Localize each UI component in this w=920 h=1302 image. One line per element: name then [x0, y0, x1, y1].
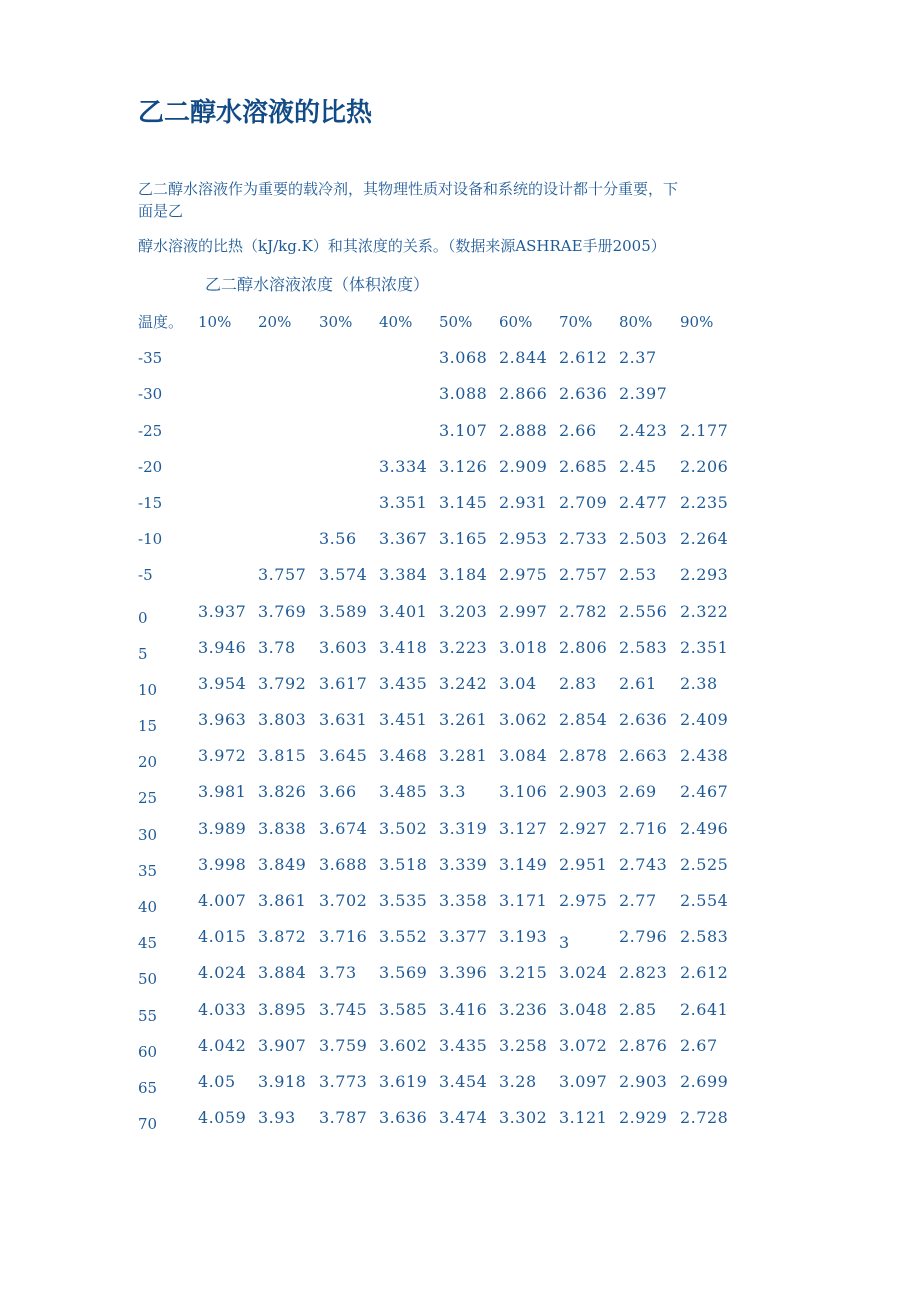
value-cell: 2.583 — [680, 927, 729, 947]
value-cell: 2.351 — [680, 637, 729, 657]
value-cell: 3.435 — [439, 1035, 488, 1055]
value-cell: 3 — [559, 933, 570, 953]
value-cell: 2.177 — [680, 420, 729, 440]
temperature-header: 温度。 — [138, 313, 184, 331]
column-header: 60% — [499, 313, 533, 331]
value-cell: 3.223 — [439, 637, 488, 657]
value-cell: 2.876 — [619, 1035, 668, 1055]
value-cell: 2.757 — [559, 565, 608, 585]
value-cell: 3.334 — [379, 456, 428, 476]
temperature-cell: -35 — [138, 349, 163, 368]
value-cell: 3.418 — [379, 637, 428, 657]
value-cell: 2.878 — [559, 746, 608, 766]
value-cell: 2.796 — [619, 927, 668, 947]
value-cell: 3.062 — [499, 710, 548, 730]
value-cell: 2.823 — [619, 963, 668, 983]
value-cell: 3.688 — [319, 854, 368, 874]
value-cell: 3.384 — [379, 565, 428, 585]
value-cell: 3.474 — [439, 1108, 488, 1128]
temperature-cell: -30 — [138, 385, 163, 404]
intro-line-2: 面是乙 — [138, 202, 184, 220]
value-cell: 3.773 — [319, 1071, 368, 1091]
value-cell: 2.844 — [499, 348, 548, 368]
value-cell: 3.93 — [258, 1108, 296, 1128]
value-cell: 3.972 — [198, 746, 247, 766]
temperature-cell: 50 — [138, 970, 158, 989]
value-cell: 2.975 — [499, 565, 548, 585]
value-cell: 3.585 — [379, 999, 428, 1019]
value-cell: 3.149 — [499, 854, 548, 874]
value-cell: 3.258 — [499, 1035, 548, 1055]
value-cell: 3.281 — [439, 746, 488, 766]
value-cell: 3.502 — [379, 818, 428, 838]
value-cell: 3.574 — [319, 565, 368, 585]
temperature-cell: 10 — [138, 680, 158, 699]
value-cell: 2.409 — [680, 710, 729, 730]
value-cell: 2.663 — [619, 746, 668, 766]
value-cell: 3.165 — [439, 529, 488, 549]
value-cell: 2.951 — [559, 854, 608, 874]
value-cell: 3.072 — [559, 1035, 608, 1055]
value-cell: 3.78 — [258, 637, 296, 657]
value-cell: 2.636 — [619, 710, 668, 730]
temperature-cell: -10 — [138, 530, 163, 549]
intro-line-1: 乙二醇水溶液作为重要的载冷剂，其物理性质对设备和系统的设计都十分重要，下 — [138, 180, 679, 198]
value-cell: 2.612 — [680, 963, 729, 983]
value-cell: 4.059 — [198, 1108, 247, 1128]
value-cell: 2.975 — [559, 891, 608, 910]
value-cell: 3.745 — [319, 999, 368, 1019]
value-cell: 3.048 — [559, 999, 608, 1019]
value-cell: 3.468 — [379, 746, 428, 766]
value-cell: 3.377 — [439, 927, 488, 947]
value-cell: 2.733 — [559, 529, 608, 549]
value-cell: 3.989 — [198, 818, 247, 838]
value-cell: 3.435 — [379, 673, 428, 693]
value-cell: 3.602 — [379, 1035, 428, 1055]
value-cell: 3.121 — [559, 1108, 608, 1128]
value-cell: 2.903 — [559, 782, 608, 802]
value-cell: 3.084 — [499, 746, 548, 766]
value-cell: 3.367 — [379, 529, 428, 549]
temperature-cell: 5 — [138, 644, 148, 663]
value-cell: 3.319 — [439, 818, 488, 838]
value-cell: 2.612 — [559, 348, 608, 368]
temperature-cell: 0 — [138, 608, 148, 627]
value-cell: 2.709 — [559, 492, 608, 512]
value-cell: 2.38 — [680, 673, 718, 693]
value-cell: 3.849 — [258, 854, 307, 874]
value-cell: 3.018 — [499, 637, 548, 657]
value-cell: 2.806 — [559, 637, 608, 657]
value-cell: 2.716 — [619, 818, 668, 838]
column-header: 50% — [439, 313, 473, 331]
value-cell: 2.636 — [559, 384, 608, 404]
value-cell: 2.927 — [559, 818, 608, 838]
value-cell: 3.068 — [439, 348, 488, 368]
value-cell: 3.803 — [258, 710, 307, 730]
value-cell: 2.61 — [619, 673, 657, 693]
value-cell: 3.963 — [198, 710, 247, 730]
value-cell: 3.716 — [319, 927, 368, 947]
value-cell: 2.854 — [559, 710, 608, 730]
value-cell: 2.69 — [619, 782, 657, 802]
temperature-cell: 65 — [138, 1078, 158, 1097]
value-cell: 2.909 — [499, 456, 548, 476]
temperature-cell: 35 — [138, 861, 158, 880]
value-cell: 3.184 — [439, 565, 488, 585]
value-cell: 2.888 — [499, 420, 548, 440]
value-cell: 3.3 — [439, 782, 466, 802]
value-cell: 3.998 — [198, 854, 247, 874]
value-cell: 3.126 — [439, 456, 488, 476]
value-cell: 3.236 — [499, 999, 548, 1019]
value-cell: 2.66 — [559, 420, 597, 440]
temperature-cell: -20 — [138, 457, 163, 476]
column-header: 90% — [680, 313, 714, 331]
value-cell: 2.293 — [680, 565, 729, 585]
value-cell: 4.033 — [198, 999, 247, 1019]
value-cell: 3.838 — [258, 818, 307, 838]
value-cell: 3.636 — [379, 1108, 428, 1128]
table-caption: 乙二醇水溶液浓度（体积浓度） — [205, 275, 430, 294]
value-cell: 2.525 — [680, 854, 729, 874]
value-cell: 3.787 — [319, 1108, 368, 1128]
value-cell: 2.45 — [619, 456, 657, 476]
value-cell: 4.024 — [198, 963, 247, 983]
temperature-cell: 15 — [138, 717, 158, 736]
value-cell: 3.535 — [379, 891, 428, 910]
value-cell: 3.351 — [379, 492, 428, 512]
value-cell: 2.53 — [619, 565, 657, 585]
value-cell: 3.73 — [319, 963, 357, 983]
value-cell: 3.815 — [258, 746, 307, 766]
value-cell: 2.322 — [680, 601, 729, 621]
value-cell: 3.127 — [499, 818, 548, 838]
value-cell: 3.454 — [439, 1071, 488, 1091]
column-header: 10% — [198, 313, 232, 331]
column-header: 40% — [379, 313, 413, 331]
value-cell: 2.423 — [619, 420, 668, 440]
value-cell: 3.946 — [198, 637, 247, 657]
temperature-cell: 55 — [138, 1006, 158, 1025]
value-cell: 2.83 — [559, 673, 597, 693]
value-cell: 3.396 — [439, 963, 488, 983]
temperature-cell: 45 — [138, 934, 158, 953]
value-cell: 2.554 — [680, 891, 729, 910]
value-cell: 3.171 — [499, 891, 548, 910]
value-cell: 3.603 — [319, 637, 368, 657]
temperature-cell: 25 — [138, 789, 158, 808]
value-cell: 4.007 — [198, 891, 247, 910]
value-cell: 3.215 — [499, 963, 548, 983]
value-cell: 2.37 — [619, 348, 657, 368]
value-cell: 3.106 — [499, 782, 548, 802]
value-cell: 3.339 — [439, 854, 488, 874]
value-cell: 3.861 — [258, 891, 307, 910]
value-cell: 2.77 — [619, 891, 657, 910]
value-cell: 3.954 — [198, 673, 247, 693]
value-cell: 3.617 — [319, 673, 368, 693]
value-cell: 3.203 — [439, 601, 488, 621]
value-cell: 2.931 — [499, 492, 548, 512]
column-header: 80% — [619, 313, 653, 331]
value-cell: 3.589 — [319, 601, 368, 621]
page-title: 乙二醇水溶液的比热 — [138, 98, 373, 128]
column-header: 20% — [258, 313, 292, 331]
value-cell: 3.097 — [559, 1071, 608, 1091]
value-cell: 2.556 — [619, 601, 668, 621]
value-cell: 3.024 — [559, 963, 608, 983]
value-cell: 2.67 — [680, 1035, 718, 1055]
value-cell: 3.674 — [319, 818, 368, 838]
column-header: 30% — [319, 313, 353, 331]
value-cell: 3.401 — [379, 601, 428, 621]
value-cell: 3.552 — [379, 927, 428, 947]
value-cell: 2.503 — [619, 529, 668, 549]
temperature-cell: 60 — [138, 1042, 158, 1061]
value-cell: 3.981 — [198, 782, 247, 802]
value-cell: 4.015 — [198, 927, 247, 947]
value-cell: 2.397 — [619, 384, 668, 404]
value-cell: 2.953 — [499, 529, 548, 549]
value-cell: 2.467 — [680, 782, 729, 802]
value-cell: 2.235 — [680, 492, 729, 512]
value-cell: 3.884 — [258, 963, 307, 983]
value-cell: 3.107 — [439, 420, 488, 440]
value-cell: 3.872 — [258, 927, 307, 947]
value-cell: 3.937 — [198, 601, 247, 621]
value-cell: 2.685 — [559, 456, 608, 476]
value-cell: 2.85 — [619, 999, 657, 1019]
value-cell: 3.619 — [379, 1071, 428, 1091]
value-cell: 3.242 — [439, 673, 488, 693]
value-cell: 2.438 — [680, 746, 729, 766]
value-cell: 3.193 — [499, 927, 548, 947]
value-cell: 3.28 — [499, 1071, 537, 1091]
value-cell: 3.792 — [258, 673, 307, 693]
value-cell: 3.757 — [258, 565, 307, 585]
value-cell: 3.645 — [319, 746, 368, 766]
value-cell: 4.042 — [198, 1035, 247, 1055]
value-cell: 3.145 — [439, 492, 488, 512]
value-cell: 3.66 — [319, 782, 357, 802]
value-cell: 3.261 — [439, 710, 488, 730]
value-cell: 3.302 — [499, 1108, 548, 1128]
value-cell: 3.04 — [499, 673, 537, 693]
temperature-cell: 40 — [138, 898, 158, 916]
value-cell: 3.518 — [379, 854, 428, 874]
value-cell: 2.929 — [619, 1108, 668, 1128]
value-cell: 2.206 — [680, 456, 729, 476]
value-cell: 3.485 — [379, 782, 428, 802]
value-cell: 3.895 — [258, 999, 307, 1019]
value-cell: 3.702 — [319, 891, 368, 910]
value-cell: 2.997 — [499, 601, 548, 621]
value-cell: 3.358 — [439, 891, 488, 910]
value-cell: 2.583 — [619, 637, 668, 657]
value-cell: 3.569 — [379, 963, 428, 983]
value-cell: 3.088 — [439, 384, 488, 404]
value-cell: 2.264 — [680, 529, 729, 549]
temperature-cell: 20 — [138, 753, 158, 772]
value-cell: 3.56 — [319, 529, 357, 549]
value-cell: 3.918 — [258, 1071, 307, 1091]
temperature-cell: -5 — [138, 566, 153, 585]
value-cell: 3.826 — [258, 782, 307, 802]
value-cell: 2.699 — [680, 1071, 729, 1091]
value-cell: 4.05 — [198, 1071, 236, 1091]
temperature-cell: 70 — [138, 1115, 158, 1134]
intro-paragraph — [138, 178, 678, 222]
column-header: 70% — [559, 313, 593, 331]
value-cell: 3.769 — [258, 601, 307, 621]
value-cell: 2.782 — [559, 601, 608, 621]
value-cell: 3.631 — [319, 710, 368, 730]
value-cell: 2.496 — [680, 818, 729, 838]
value-cell: 2.477 — [619, 492, 668, 512]
value-cell: 3.907 — [258, 1035, 307, 1055]
value-cell: 2.641 — [680, 999, 729, 1019]
temperature-cell: 30 — [138, 825, 158, 844]
value-cell: 3.759 — [319, 1035, 368, 1055]
value-cell: 2.728 — [680, 1108, 729, 1128]
temperature-cell: -15 — [138, 493, 163, 512]
intro-line-3: 醇水溶液的比热（kJ/kg.K）和其浓度的关系。（数据来源ASHRAE手册2005） — [138, 237, 666, 255]
value-cell: 2.866 — [499, 384, 548, 404]
value-cell: 3.416 — [439, 999, 488, 1019]
temperature-cell: -25 — [138, 421, 163, 440]
value-cell: 3.451 — [379, 710, 428, 730]
value-cell: 2.743 — [619, 854, 668, 874]
value-cell: 2.903 — [619, 1071, 668, 1091]
